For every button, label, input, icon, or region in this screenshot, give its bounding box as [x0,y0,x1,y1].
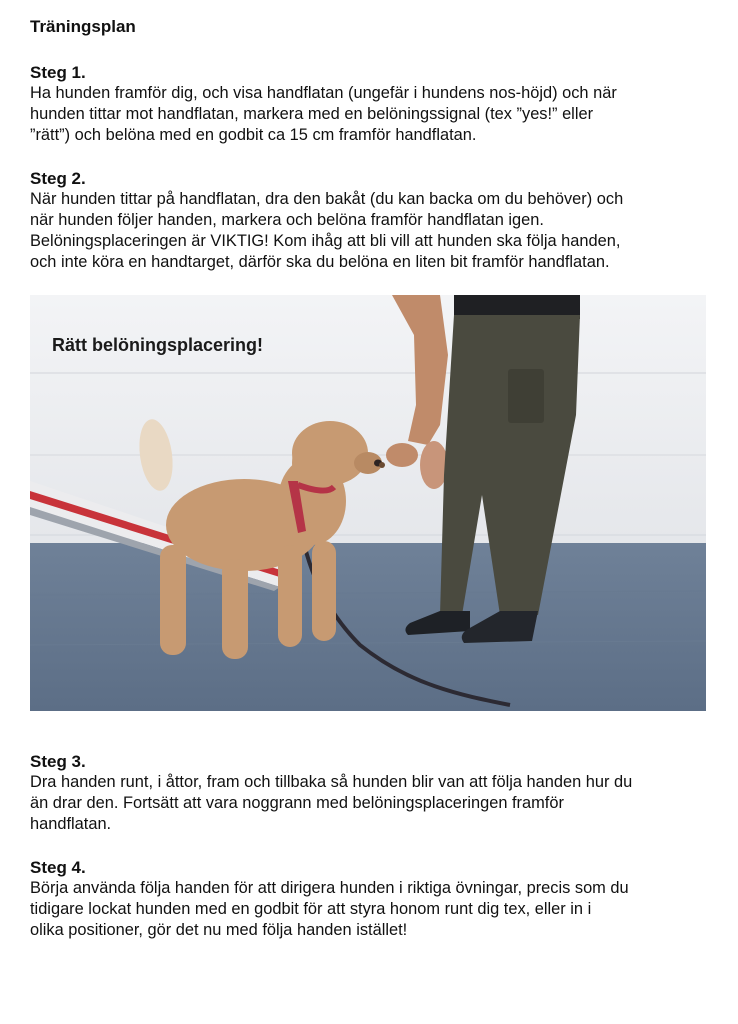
step-2-body: När hunden tittar på handflatan, dra den bakåt (du kan backa om du behöver) och när hunden följer handen, markera och belöna framför handflatan igen. Belöningsplaceringen är VIKTIG! Kom ihåg att bli vill att hunden ska följa handen, och inte köra en handtarget, därför ska du belöna en liten bit framför handflatan. [30,190,624,271]
document-title: Träningsplan [30,17,136,36]
step-1-heading: Steg 1. [30,63,86,82]
step-1-body: Ha hunden framför dig, och visa handflatan (ungefär i hundens nos-höjd) och när hunden tittar mot handflatan, markera med en belöningssignal (tex ”yes!” eller ”rätt”) och belöna med en godbit ca 15 cm framför handflatan. [30,84,617,144]
step-1 [30,62,720,146]
step-2-heading: Steg 2. [30,169,86,188]
photo-illustration [30,295,706,711]
floor [30,543,706,711]
step-4 [30,857,720,941]
step-3-body: Dra handen runt, i åttor, fram och tillbaka så hunden blir van att följa handen hur du än drar den. Fortsätt att vara noggrann med belöningsplaceringen framför handflatan. [30,773,633,833]
training-photo [30,295,706,711]
document-page [30,14,720,963]
step-2 [30,168,720,273]
photo-caption: Rätt belöningsplacering! [52,335,264,355]
step-3-heading: Steg 3. [30,752,86,771]
step-3 [30,751,720,835]
step-4-heading: Steg 4. [30,858,86,877]
step-4-body: Börja använda följa handen för att dirigera hunden i riktiga övningar, precis som du tidigare lockat hunden med en godbit för att styra honom runt dig tex, eller in i olika positioner, gör det nu med följa handen istället! [30,879,629,939]
